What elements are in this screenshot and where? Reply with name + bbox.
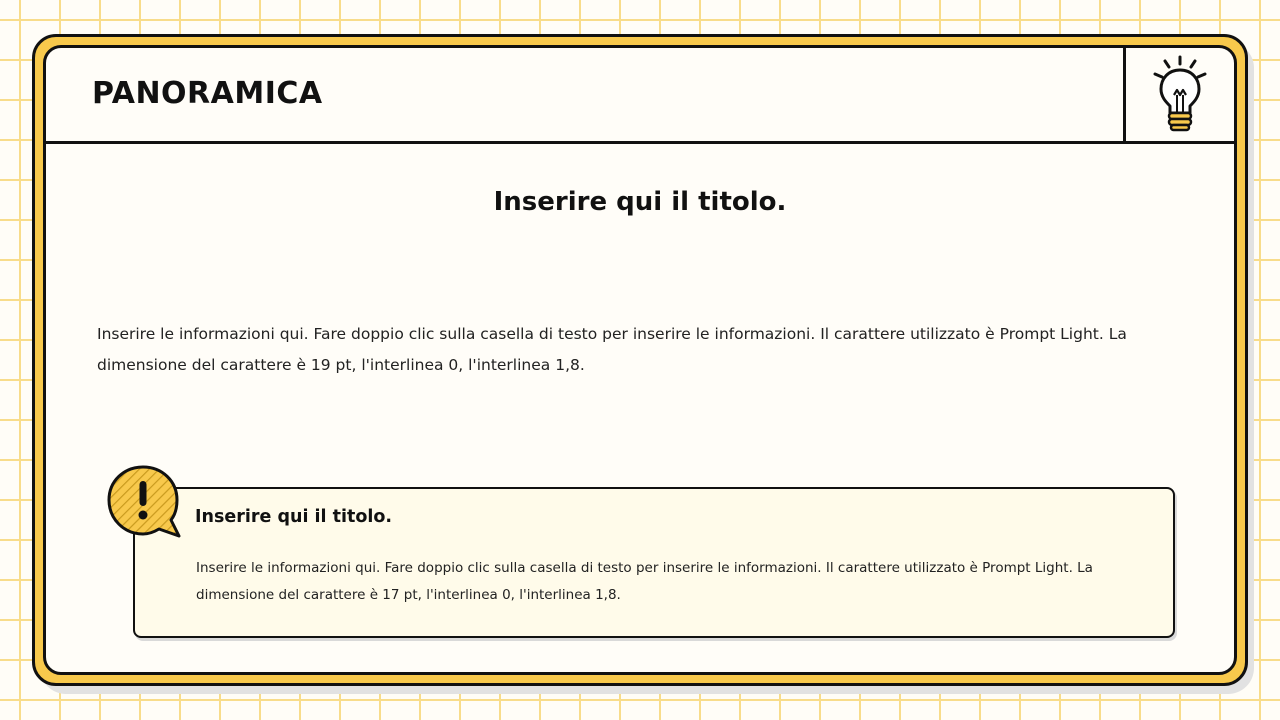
callout-title: Inserire qui il titolo. bbox=[195, 507, 393, 527]
header-icon-box bbox=[1123, 48, 1234, 141]
exclamation-bubble-icon bbox=[104, 464, 184, 548]
header-bar bbox=[46, 48, 1234, 144]
slide-frame bbox=[32, 34, 1248, 686]
main-title: Inserire qui il titolo. bbox=[493, 187, 787, 217]
slide-content bbox=[43, 45, 1237, 675]
lightbulb-icon bbox=[1152, 54, 1208, 132]
main-body-text: Inserire le informazioni qui. Fare doppio clic sulla casella di testo per inserire le informazioni. Il carattere utilizzato è Prompt Light. La dimensione del carattere è 19 pt, l'interlinea 0, l'interlinea 1,8. bbox=[97, 325, 1127, 374]
header-title: PANORAMICA bbox=[92, 76, 323, 111]
callout-body-text: Inserire le informazioni qui. Fare doppio clic sulla casella di testo per inserire le informazioni. Il carattere utilizzato è Prompt Light. La dimensione del carattere è 17 pt, l'interlinea 0, l'interlinea 1,8. bbox=[196, 560, 1093, 603]
callout-box bbox=[133, 487, 1175, 638]
